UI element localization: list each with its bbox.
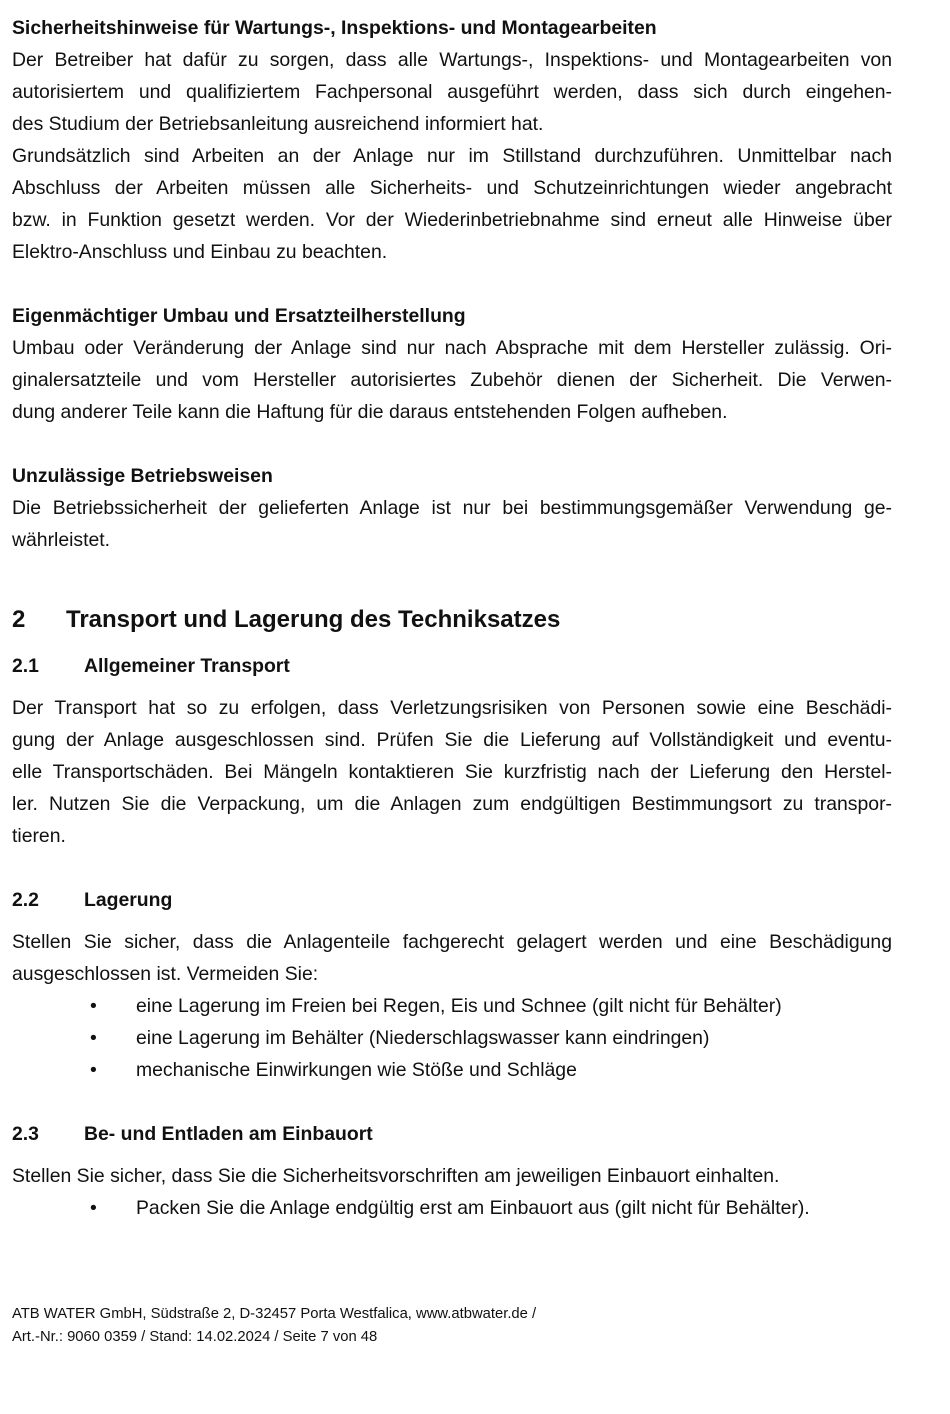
bullet-icon: • <box>90 995 97 1017</box>
umbau-heading: Eigenmächtiger Umbau und Ersatzteilherstellung <box>12 305 466 327</box>
section-title: Be- und Entladen am Einbauort <box>84 1123 373 1145</box>
paragraph-line: des Studium der Betriebsanleitung ausreichend informiert hat. <box>12 113 544 135</box>
chapter-number: 2 <box>12 606 26 633</box>
paragraph-line: ginalersatzteile und vom Hersteller autorisiertes Zubehör dienen der Sicherheit. Die Verwen- <box>12 369 892 391</box>
document-page <box>12 12 892 1224</box>
unzulaessig-section <box>12 460 892 556</box>
safety-heading: Sicherheitshinweise für Wartungs-, Inspektions- und Montagearbeiten <box>12 17 657 39</box>
chapter-heading <box>12 604 892 636</box>
paragraph-line: ausgeschlossen ist. Vermeiden Sie: <box>12 963 319 985</box>
paragraph-line: Abschluss der Arbeiten müssen alle Sicherheits- und Schutzeinrichtungen wieder angebracht <box>12 177 892 199</box>
section-heading-2-1 <box>12 650 892 682</box>
paragraph-line: autorisiertem und qualifiziertem Fachpersonal ausgeführt werden, dass sich durch eingehen- <box>12 81 892 103</box>
section-number: 2.3 <box>12 1123 39 1145</box>
bullet-icon: • <box>90 1197 97 1219</box>
list-item-text: eine Lagerung im Behälter (Niederschlagswasser kann eindringen) <box>136 1027 710 1049</box>
paragraph-line: gung der Anlage ausgeschlossen sind. Prüfen Sie die Lieferung auf Vollständigkeit und eventu- <box>12 729 892 751</box>
paragraph-line: Der Betreiber hat dafür zu sorgen, dass alle Wartungs-, Inspektions- und Montagearbeiten von <box>12 49 892 71</box>
section-2-1-body <box>12 692 892 852</box>
umbau-section <box>12 300 892 428</box>
footer-article-line: Art.-Nr.: 9060 0359 / Stand: 14.02.2024 / Seite 7 von 48 <box>12 1329 378 1345</box>
paragraph-line: dung anderer Teile kann die Haftung für die daraus entstehenden Folgen aufheben. <box>12 401 728 423</box>
list-item <box>12 1022 892 1054</box>
unzulaessig-heading: Unzulässige Betriebsweisen <box>12 465 273 487</box>
paragraph-line: Stellen Sie sicher, dass Sie die Sicherheitsvorschriften am jeweiligen Einbauort einhalten. <box>12 1165 780 1187</box>
list-item <box>12 990 892 1022</box>
section-number: 2.2 <box>12 889 39 911</box>
list-item <box>12 1192 892 1224</box>
paragraph-line: tieren. <box>12 825 66 847</box>
bullet-list <box>12 990 892 1086</box>
section-2-3-body <box>12 1160 892 1224</box>
paragraph-line: Grundsätzlich sind Arbeiten an der Anlage nur im Stillstand durchzuführen. Unmittelbar nach <box>12 145 892 167</box>
section-title: Allgemeiner Transport <box>84 655 290 677</box>
paragraph-line: währleistet. <box>12 529 111 551</box>
section-2-2-body <box>12 926 892 1086</box>
paragraph-line: Umbau oder Veränderung der Anlage sind nur nach Absprache mit dem Hersteller zulässig. Ori- <box>12 337 892 359</box>
paragraph-line: elle Transportschäden. Bei Mängeln kontaktieren Sie kurzfristig nach der Lieferung den Herstel- <box>12 761 892 783</box>
paragraph-line: Die Betriebssicherheit der gelieferten Anlage ist nur bei bestimmungsgemäßer Verwendung ge- <box>12 497 892 519</box>
paragraph-line: Elektro-Anschluss und Einbau zu beachten. <box>12 241 388 263</box>
section-heading-2-3 <box>12 1118 892 1150</box>
paragraph-line: bzw. in Funktion gesetzt werden. Vor der Wiederinbetriebnahme sind erneut alle Hinweise über <box>12 209 892 231</box>
bullet-icon: • <box>90 1027 97 1049</box>
paragraph-line: Der Transport hat so zu erfolgen, dass Verletzungsrisiken von Personen sowie eine Beschädi- <box>12 697 892 719</box>
bullet-list <box>12 1192 892 1224</box>
list-item-text: Packen Sie die Anlage endgültig erst am Einbauort aus (gilt nicht für Behälter). <box>136 1197 810 1219</box>
paragraph-line: ler. Nutzen Sie die Verpackung, um die Anlagen zum endgültigen Bestimmungsort zu transpor- <box>12 793 892 815</box>
list-item-text: eine Lagerung im Freien bei Regen, Eis und Schnee (gilt nicht für Behälter) <box>136 995 782 1017</box>
section-heading-2-2 <box>12 884 892 916</box>
section-title: Lagerung <box>84 889 173 911</box>
section-number: 2.1 <box>12 655 39 677</box>
list-item <box>12 1054 892 1086</box>
bullet-icon: • <box>90 1059 97 1081</box>
list-item-text: mechanische Einwirkungen wie Stöße und Schläge <box>136 1059 577 1081</box>
footer-company-line: ATB WATER GmbH, Südstraße 2, D-32457 Porta Westfalica, www.atbwater.de / <box>12 1306 537 1322</box>
page-footer <box>12 1303 536 1349</box>
chapter-title: Transport und Lagerung des Techniksatzes <box>66 606 561 633</box>
paragraph-line: Stellen Sie sicher, dass die Anlagenteile fachgerecht gelagert werden und eine Beschädigung <box>12 931 892 953</box>
safety-section <box>12 12 892 268</box>
